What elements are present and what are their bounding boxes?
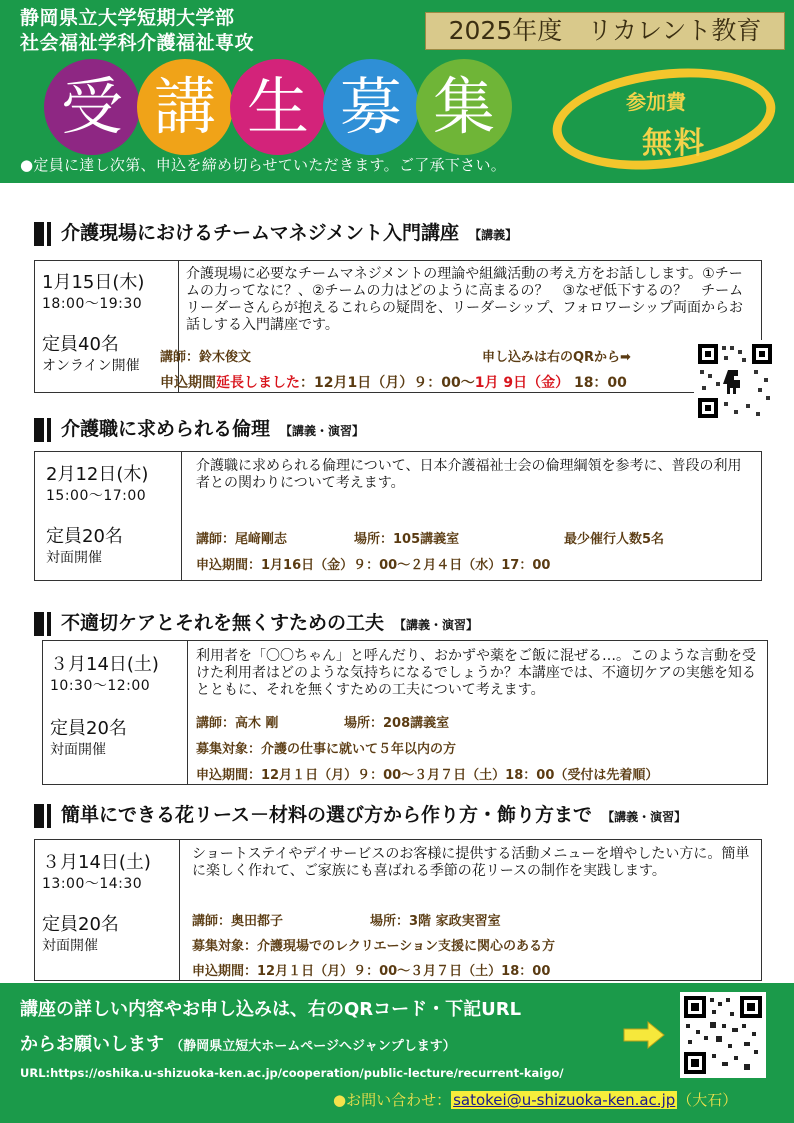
title-char-1: 受: [44, 59, 140, 155]
qr-code-footer[interactable]: [680, 992, 766, 1078]
course-1-apply-qr: 申し込みは右のQRから➡: [482, 350, 631, 365]
notice-text: ●定員に達し次第、申込を締め切らせていただきます。ご了承下さい。: [20, 156, 507, 174]
course-4-target: 募集対象：介護現場でのレクリエーション支援に関心のある方: [192, 939, 555, 954]
title-char-3: 生: [230, 59, 326, 155]
course-2-period: 申込期間：1月16日（金）９：00～２月４日（水）17：00: [196, 558, 551, 573]
period-deadline: 1月 9日（金）: [474, 375, 570, 391]
course-2-time: 15:00～17:00: [46, 488, 147, 504]
title-char-5: 集: [416, 59, 512, 155]
course-2-desc: 介護職に求められる倫理について、日本介護福祉士会の倫理綱領を参考に、普段の利用者との関わりについて考えます。: [196, 458, 742, 491]
period-mid: ：12月1日（月）９：00～: [300, 375, 475, 391]
period-extended: 延長しました: [216, 375, 300, 391]
course-2-title-text: 介護職に求められる倫理: [61, 418, 271, 440]
title-char-2: 講: [137, 59, 233, 155]
course-3-capacity: 定員20名: [50, 718, 127, 739]
course-1-title-text: 介護現場におけるチームマネジメント入門講座: [61, 222, 460, 244]
course-3-time: 10:30～12:00: [50, 678, 151, 694]
course-4-desc: ショートステイやデイサービスのお客様に提供する活動メニューを増やしたい方に。簡単に楽しく作れて、ご家族にも喜ばれる季節の花リースの制作を実践します。: [192, 846, 750, 879]
contact-line: [333, 1089, 737, 1110]
course-4-title: [34, 800, 686, 828]
course-3-target: 募集対象：介護の仕事に就いて５年以内の方: [196, 742, 457, 757]
fee-value: 無料: [642, 126, 706, 161]
course-2-place: 場所：105講義室: [354, 532, 460, 547]
course-2-tag: 【講義・演習】: [280, 424, 365, 438]
course-3-tag: 【講義・演習】: [394, 618, 479, 632]
course-2-title: [34, 414, 364, 442]
course-3-mode: 対面開催: [50, 742, 106, 758]
footer-line-2: [20, 1030, 456, 1056]
arrow-right-icon: [622, 1020, 666, 1050]
course-2-date: 2月12日(木): [46, 464, 149, 485]
course-1-capacity: 定員40名: [42, 334, 119, 355]
footer-line-1: 講座の詳しい内容やお申し込みは、右のQRコード・下記URL: [20, 999, 522, 1020]
course-4-date: ３月14日(土): [42, 852, 151, 873]
period-end: 18：00: [573, 375, 627, 391]
footer-line-2-main: からお願いします: [20, 1034, 164, 1055]
course-3-desc: 利用者を「〇〇ちゃん」と呼んだり、おかずや薬をご飯に混ぜる…。このような言動を受けた利用者はどのような気持ちになるでしょうか？本講座では、不適切ケアの実態を知るとともに、それを無くすための工夫について考えます。: [196, 648, 756, 698]
course-1-desc: 介護現場に必要なチームマネジメントの理論や組織活動の考え方をお話しします。①チームの力ってなに？、②チームの力はどのように高まるの？ ③なぜ低下するの？ チームリーダーさんらが抱えるこれらの疑問を、リーダーシップ、フォロワーシップ両面からお話しする入門講座です。: [186, 266, 744, 333]
course-1-lecturer: 講師：鈴木俊文: [160, 350, 252, 365]
fee-label: 参加費: [626, 90, 686, 114]
course-1-period: [160, 372, 627, 392]
course-2-capacity: 定員20名: [46, 526, 123, 547]
qr-code-course-1[interactable]: [694, 340, 776, 422]
course-2-lecturer: 講師：尾﨑剛志: [196, 532, 288, 547]
course-4-place: 場所：3階 家政実習室: [370, 914, 501, 929]
course-4-period: 申込期間：12月１日（月）９：00～３月７日（土）18：00: [192, 964, 551, 979]
contact-label: ●お問い合わせ：: [333, 1091, 452, 1109]
footer-line-2-note: （静岡県立短大ホームページへジャンプします）: [170, 1039, 456, 1054]
course-3-date: ３月14日(土): [50, 654, 159, 675]
course-4-capacity: 定員20名: [42, 914, 119, 935]
course-3-period: 申込期間：12月１日（月）９：00～３月７日（土）18：00（受付は先着順）: [196, 768, 659, 783]
course-3-lecturer: 講師：高木 剛: [196, 716, 279, 731]
course-2-min-participants: 最少催行人数5名: [564, 532, 665, 547]
course-3-title-text: 不適切ケアとそれを無くすための工夫: [61, 612, 385, 634]
course-2-mode: 対面開催: [46, 550, 102, 566]
course-1-tag: 【講義】: [469, 228, 518, 242]
course-1-time: 18:00～19:30: [42, 296, 143, 312]
course-4-time: 13:00～14:30: [42, 876, 143, 892]
course-4-title-text: 簡単にできる花リース－材料の選び方から作り方・飾り方まで: [61, 804, 593, 826]
school-line-2: 社会福祉学科介護福祉専攻: [20, 32, 255, 54]
course-4-mode: 対面開催: [42, 938, 98, 954]
course-4-tag: 【講義・演習】: [602, 810, 687, 824]
course-1-title: [34, 218, 517, 246]
course-1-date: 1月15日(木): [42, 272, 145, 293]
contact-person: （大石）: [677, 1091, 738, 1109]
course-4-lecturer: 講師：奥田都子: [192, 914, 284, 929]
year-banner: 2025年度 リカレント教育: [425, 12, 785, 50]
title-char-4: 募: [323, 59, 419, 155]
footer-url[interactable]: URL:https://oshika.u-shizuoka-ken.ac.jp/cooperation/public-lecture/recurrent-kaigo/: [20, 1066, 564, 1080]
course-3-title: [34, 608, 478, 636]
course-1-mode: オンライン開催: [42, 358, 140, 374]
contact-email-link[interactable]: satokei@u-shizuoka-ken.ac.jp: [453, 1091, 676, 1109]
period-prefix: 申込期間: [160, 375, 216, 391]
school-name: [20, 6, 254, 56]
course-3-place: 場所：208講義室: [344, 716, 450, 731]
school-line-1: 静岡県立大学短期大学部: [20, 7, 235, 29]
